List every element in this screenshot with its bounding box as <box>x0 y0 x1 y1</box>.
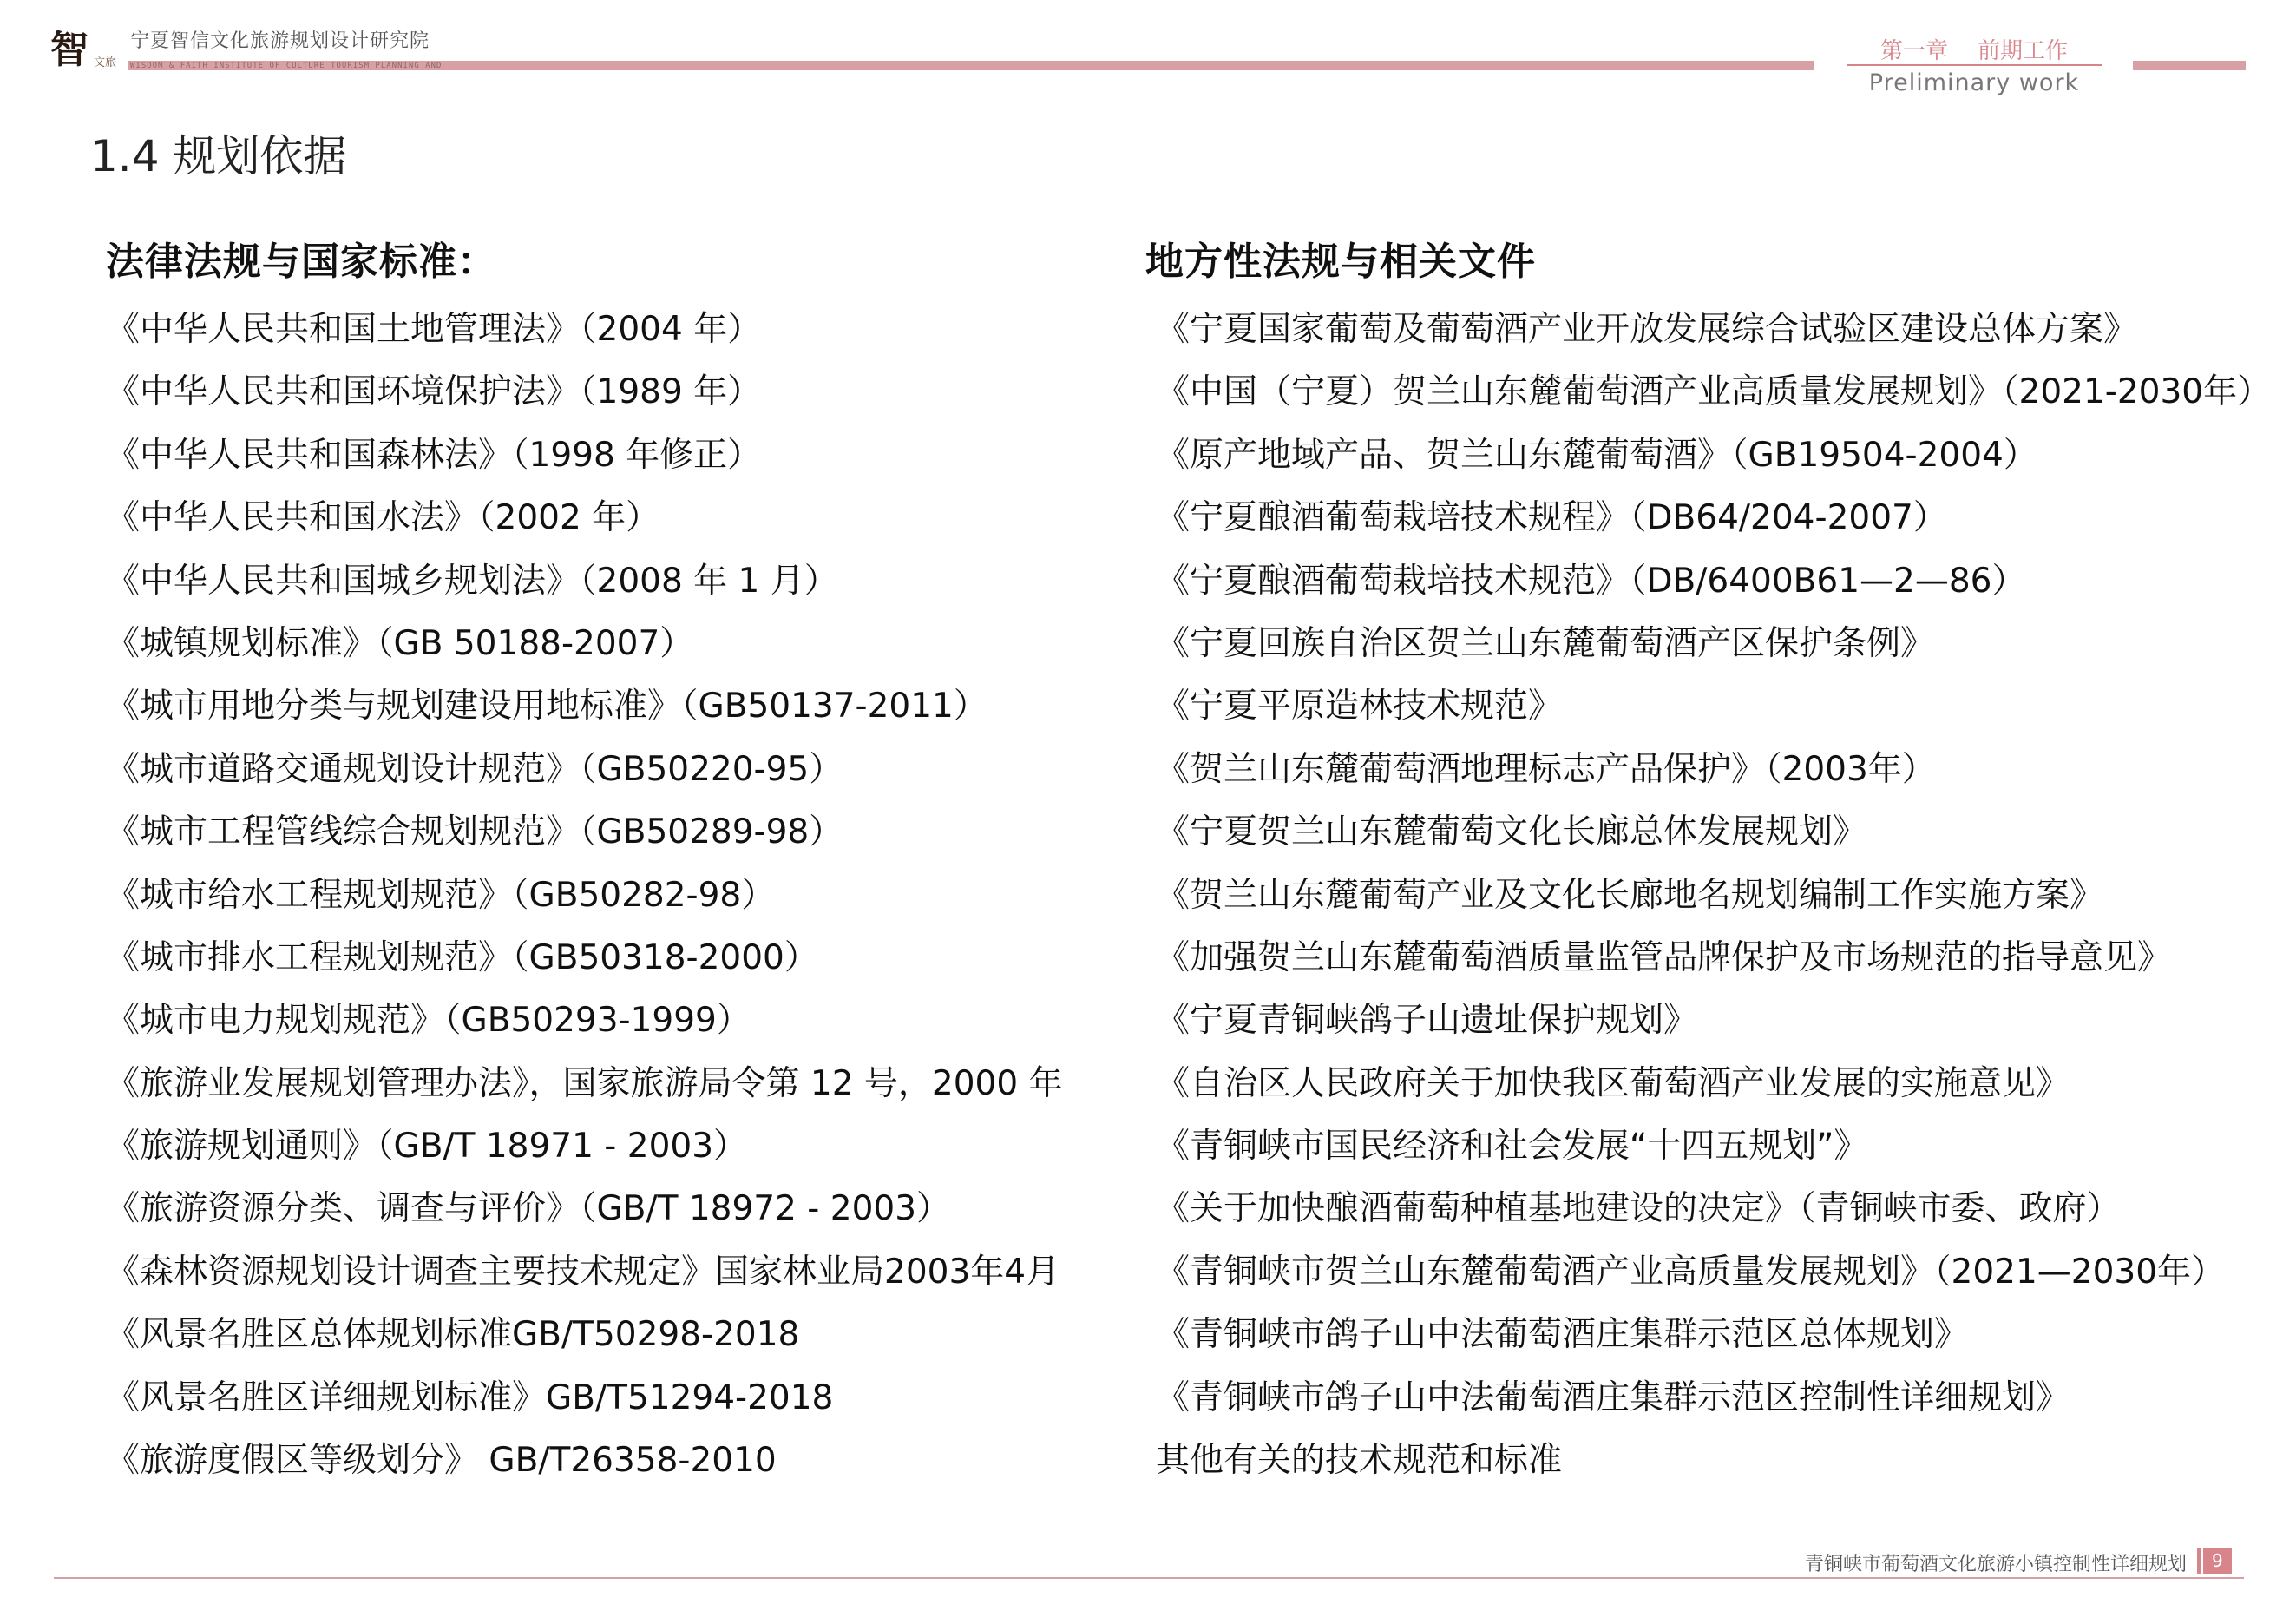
logo-subtext: 文旅 <box>94 56 117 69</box>
list-item: 《旅游资源分类、调查与评价》（GB/T 18972 - 2003） <box>106 1189 951 1229</box>
page-number: 9 <box>2203 1548 2232 1574</box>
list-item: 《城市用地分类与规划建设用地标准》（GB50137-2011） <box>106 687 987 727</box>
national-laws-list <box>106 299 1063 1492</box>
list-item: 《旅游度假区等级划分》 GB/T26358-2010 <box>106 1441 777 1481</box>
list-item: 《加强贺兰山东麓葡萄酒质量监管品牌保护及市场规范的指导意见》 <box>1156 937 2172 977</box>
list-item: 《宁夏国家葡萄及葡萄酒产业开放发展综合试验区建设总体方案》 <box>1156 310 2138 349</box>
list-item: 《城市道路交通规划设计规范》（GB50220-95） <box>106 749 843 789</box>
chapter-divider <box>1847 64 2102 66</box>
institute-name-cn: 宁夏智信文化旅游规划设计研究院 <box>130 30 430 52</box>
list-item: 《城市工程管线综合规划规范》（GB50289-98） <box>106 812 843 852</box>
national-laws-heading: 法律法规与国家标准： <box>106 240 496 284</box>
list-item: 《旅游规划通则》（GB/T 18971 - 2003） <box>106 1127 748 1167</box>
chapter-title-en: Preliminary work <box>1868 69 2080 96</box>
footer-divider <box>54 1577 2244 1579</box>
chapter-number: 第一章 <box>1879 38 1948 64</box>
list-item: 《原产地域产品、贺兰山东麓葡萄酒》（GB19504-2004） <box>1156 435 2037 475</box>
list-item: 《森林资源规划设计调查主要技术规定》国家林业局2003年4月 <box>106 1252 1060 1292</box>
list-item: 《中华人民共和国土地管理法》（2004 年） <box>106 310 762 349</box>
footer-project-title: 青铜峡市葡萄酒文化旅游小镇控制性详细规划 <box>1804 1554 2187 1575</box>
list-item: 其他有关的技术规范和标准 <box>1156 1441 1563 1481</box>
page-number-badge <box>2197 1548 2246 1574</box>
list-item: 《宁夏酿酒葡萄栽培技术规程》（DB64/204-2007） <box>1156 498 1947 538</box>
list-item: 《自治区人民政府关于加快我区葡萄酒产业发展的实施意见》 <box>1156 1063 2070 1103</box>
list-item: 《中华人民共和国环境保护法》（1989 年） <box>106 372 762 412</box>
logo-glyph: 智 <box>50 28 89 71</box>
list-item: 《青铜峡市贺兰山东麓葡萄酒产业高质量发展规划》（2021—2030年） <box>1156 1252 2226 1292</box>
list-item: 《中国（宁夏）贺兰山东麓葡萄酒产业高质量发展规划》（2021-2030年） <box>1156 372 2272 412</box>
chapter-label <box>1847 33 2102 65</box>
list-item: 《中华人民共和国城乡规划法》（2008 年 1 月） <box>106 561 838 601</box>
list-item: 《宁夏回族自治区贺兰山东麓葡萄酒产区保护条例》 <box>1156 623 1935 663</box>
list-item: 《关于加快酿酒葡萄种植基地建设的决定》（青铜峡市委、政府） <box>1156 1189 2121 1229</box>
national-laws-column <box>106 236 1063 1492</box>
list-item: 《城市电力规划规范》（GB50293-1999） <box>106 1001 751 1041</box>
institute-logo <box>49 26 121 71</box>
institute-name-en: WISDOM & FAITH INSTITUTE OF CULTURE TOURISM PLANNING AND <box>130 62 443 70</box>
list-item: 《中华人民共和国水法》（2002 年） <box>106 498 660 538</box>
list-item: 《宁夏贺兰山东麓葡萄文化长廊总体发展规划》 <box>1156 812 1867 852</box>
list-item: 《宁夏平原造林技术规范》 <box>1156 687 1563 727</box>
list-item: 《城市给水工程规划规范》（GB50282-98） <box>106 875 776 915</box>
list-item: 《旅游业发展规划管理办法》，国家旅游局令第 12 号，2000 年 <box>106 1063 1063 1103</box>
list-item: 《宁夏酿酒葡萄栽培技术规范》（DB/6400B61—2—86） <box>1156 561 2026 601</box>
local-regulations-heading: 地方性法规与相关文件 <box>1145 240 1536 284</box>
list-item: 《贺兰山东麓葡萄产业及文化长廊地名规划编制工作实施方案》 <box>1156 875 2104 915</box>
local-regulations-list <box>1145 299 2271 1492</box>
list-item: 《中华人民共和国森林法》（1998 年修正） <box>106 435 762 475</box>
list-item: 《城镇规划标准》（GB 50188-2007） <box>106 623 694 663</box>
list-item: 《青铜峡市国民经济和社会发展“十四五规划”》 <box>1156 1127 1868 1167</box>
local-regulations-column <box>1145 236 2271 1492</box>
list-item: 《宁夏青铜峡鸽子山遗址保护规划》 <box>1156 1001 1698 1041</box>
header-bar-right <box>2133 61 2246 70</box>
chapter-title: 前期工作 <box>1978 38 2069 64</box>
list-item: 《风景名胜区总体规划标准GB/T50298-2018 <box>106 1315 800 1355</box>
list-item: 《风景名胜区详细规划标准》GB/T51294-2018 <box>106 1377 834 1417</box>
badge-stripe <box>2197 1548 2201 1574</box>
list-item: 《青铜峡市鸽子山中法葡萄酒庄集群示范区总体规划》 <box>1156 1315 1969 1355</box>
list-item: 《青铜峡市鸽子山中法葡萄酒庄集群示范区控制性详细规划》 <box>1156 1377 2070 1417</box>
list-item: 《贺兰山东麓葡萄酒地理标志产品保护》（2003年） <box>1156 749 1936 789</box>
page-title: 1.4 规划依据 <box>90 131 347 181</box>
list-item: 《城市排水工程规划规范》（GB50318-2000） <box>106 937 818 977</box>
